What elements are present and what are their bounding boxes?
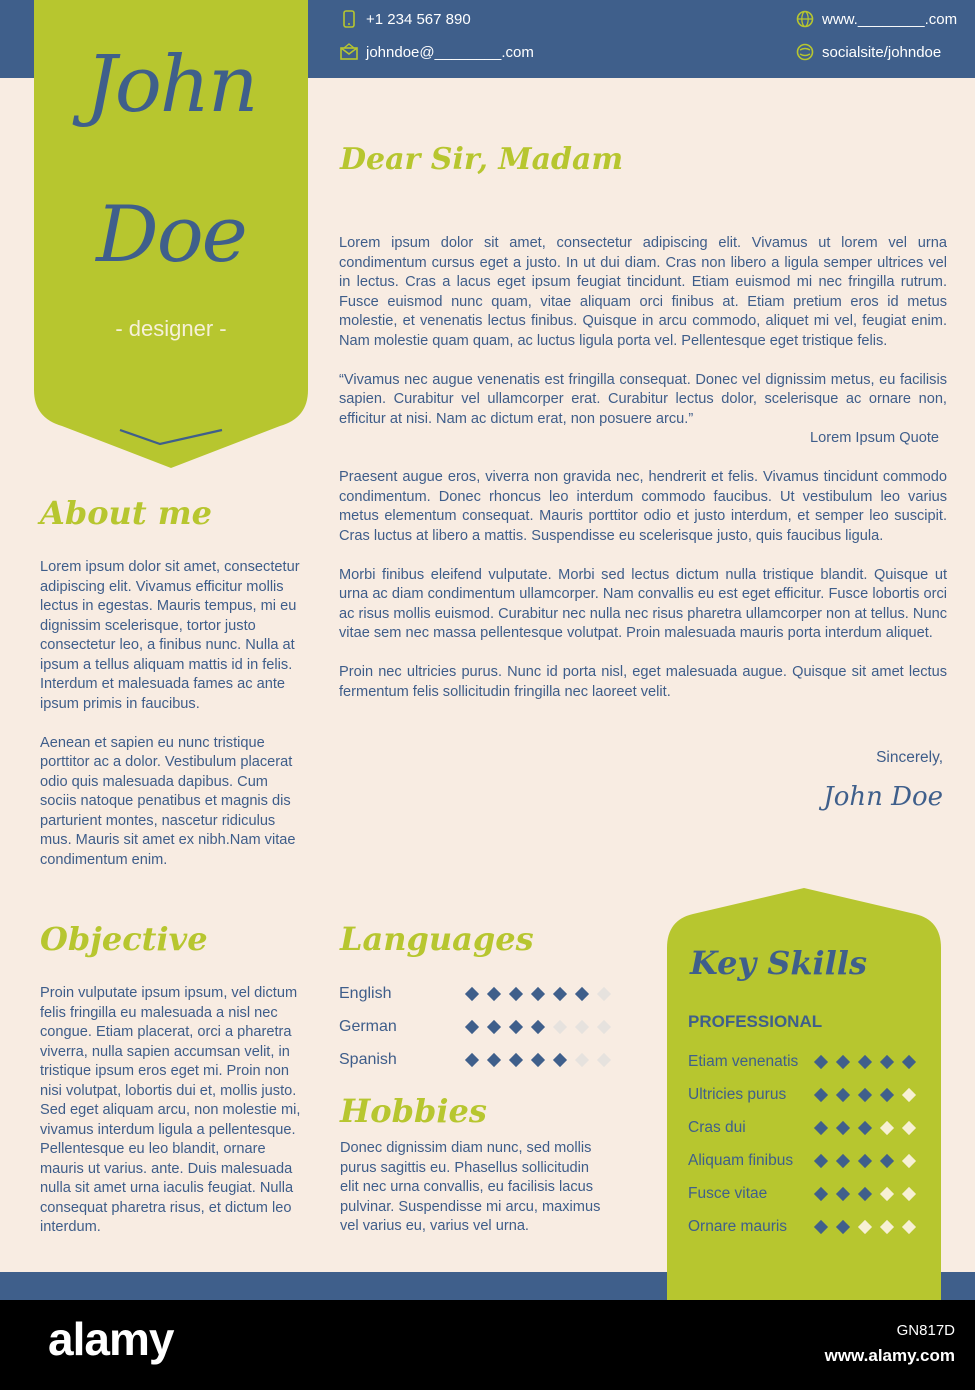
skill-label: Fusce vitae <box>688 1184 768 1202</box>
skills-subheading: PROFESSIONAL <box>688 1012 823 1031</box>
level-dot-filled <box>836 1087 850 1101</box>
skill-row <box>688 1177 938 1210</box>
level-dot-filled <box>465 1019 479 1033</box>
level-dot-empty <box>902 1153 916 1167</box>
level-dot-filled <box>836 1219 850 1233</box>
mail-icon <box>340 43 358 61</box>
watermark-url: www.alamy.com <box>824 1346 955 1365</box>
level-dot-filled <box>880 1054 894 1068</box>
level-dot-filled <box>531 1019 545 1033</box>
level-dot-filled <box>858 1120 872 1134</box>
skill-row <box>688 1078 938 1111</box>
level-dot-filled <box>509 986 523 1000</box>
level-dot-filled <box>575 986 589 1000</box>
about-paragraph: Lorem ipsum dolor sit amet, consectetur adipiscing elit. Vivamus efficitur mollis lectus in egestas. Mauris tempus, mi eu dignissim scelerisque, tortor justo consectetur leo, a finibus nunc. Nulla at ipsum a tellus aliquam mattis id in felis. Interdum et malesuada fames ac ante ipsum primis in faucibus. <box>40 559 300 712</box>
skill-row <box>688 1045 938 1078</box>
skill-label: Aliquam finibus <box>688 1151 794 1169</box>
skill-label: Cras dui <box>688 1118 746 1136</box>
level-dot-empty <box>880 1219 894 1233</box>
skill-row <box>339 1043 629 1076</box>
level-dot-filled <box>465 986 479 1000</box>
watermark-logo: alamy <box>48 1313 174 1365</box>
level-dot-filled <box>880 1087 894 1101</box>
skill-label: Ultricies purus <box>688 1085 787 1103</box>
hobbies-heading: Hobbies <box>340 1092 487 1130</box>
level-dot-filled <box>814 1087 828 1101</box>
letter-paragraph: Proin nec ultricies purus. Nunc id porta nisl, eget malesuada augue. Quisque sit amet lectus fermentum felis sollicitudin fringilla nec laoreet velit. <box>339 664 947 700</box>
globe-icon <box>796 10 814 28</box>
letter-paragraph: Morbi finibus eleifend vulputate. Morbi sed lectus dictum nulla tristique blandit. Quisque ut urna ac diam condimentum ullamcorper. Nam convallis eu est eget efficitur. Fusce lobortis orci ac risus mollis euismod. Curabitur nec nulla nec risus pharetra ullamcorper non at tellus. Nunc vitae sem nec massa pellentesque volutpat. Proin malesuada mauris porta interdum aliquet. <box>339 566 947 641</box>
letter-quote: “Vivamus nec augue venenatis est fringilla consequat. Donec vel dignissim metus, eu facilisis sapien. Curabitur vel ullamcorper erat. Curabitur lectus dolor, scelerisque ac ornare non, efficitur at nisi. Nam ac dictum erat, non posuere arcu.” <box>339 371 947 427</box>
level-dot-filled <box>814 1054 828 1068</box>
website-contact <box>796 10 957 28</box>
level-dot-filled <box>509 1052 523 1066</box>
closing: Sincerely, <box>876 749 943 766</box>
quote-source: Lorem Ipsum Quote <box>810 430 939 446</box>
level-dot-filled <box>487 1019 501 1033</box>
skill-row <box>688 1111 938 1144</box>
skill-label: Ornare mauris <box>688 1217 788 1235</box>
level-dot-filled <box>858 1054 872 1068</box>
phone-text: +1 234 567 890 <box>366 10 471 28</box>
skill-row <box>339 977 629 1010</box>
level-dot-filled <box>814 1219 828 1233</box>
level-dot-filled <box>553 986 567 1000</box>
level-dot-filled <box>836 1153 850 1167</box>
level-dot-filled <box>814 1153 828 1167</box>
level-dot-filled <box>858 1186 872 1200</box>
job-role: - designer - <box>115 316 227 341</box>
last-name: Doe <box>96 190 246 280</box>
level-dot-empty <box>553 1019 567 1033</box>
level-dot-empty <box>880 1120 894 1134</box>
objective-text: Proin vulputate ipsum ipsum, vel dictum felis fringilla eu malesuada a nisl nec congue. Etiam placerat, orci a pharetra viverra, nulla sapien accumsan velit, in tristique ipsum eros eget mi. Proin non nisi volutpat, lobortis dui et, mollis justo. Sed eget aliquam arcu, non molestie mi, vivamus interdum ligula a pellentesque. Pellentesque eu leo blandit, ornare mauris ut varius. ante. Duis malesuada nulla sit amet urna iaculis feugiat. Nulla consequat pharetra risus, et dictum leo interdum. <box>40 985 301 1235</box>
skills-list <box>688 1045 938 1243</box>
hobbies-text: Donec dignissim diam nunc, sed mollis purus sagittis eu. Phasellus sollicitudin elit nec urna convallis, eu facilisis lacus pulvinar. Suspendisse mi arcu, maximus vel varius eu, varius vel urna. <box>340 1140 601 1234</box>
level-dot-empty <box>575 1019 589 1033</box>
first-name: John <box>85 40 257 130</box>
level-dot-empty <box>880 1186 894 1200</box>
letter-body <box>339 234 947 702</box>
phone-contact <box>340 10 471 28</box>
level-dot-filled <box>553 1052 567 1066</box>
key-skills-heading: Key Skills <box>690 944 867 982</box>
letter-paragraph: Praesent augue eros, viverra non gravida nec, hendrerit et felis. Vivamus tincidunt commodo condimentum. Donec rhoncus leo interdum commodo faucibus. Ut vestibulum leo varius metus elementum consequat. Mauris porttitor odio et justo interdum, et semper leo suscipit. Cras luctus at libero a mattis. Suspendisse eu scelerisque justo, quis faucibus ligula. <box>339 469 947 544</box>
level-dot-empty <box>597 986 611 1000</box>
skill-label: Etiam venenatis <box>688 1052 799 1070</box>
skill-row <box>339 1010 629 1043</box>
level-dot-filled <box>858 1087 872 1101</box>
level-dot-filled <box>880 1153 894 1167</box>
email-contact <box>340 43 534 61</box>
social-icon <box>796 43 814 61</box>
level-dot-filled <box>531 986 545 1000</box>
level-dot-filled <box>814 1120 828 1134</box>
letter-paragraph: Lorem ipsum dolor sit amet, consectetur adipiscing elit. Vivamus ut lorem vel urna condimentum cursus eget a justo. In ut dui diam. Cras non libero a ligula semper ultrices vel in lectus. Cras a lacus eget ipsum feugiat tincidunt. Etiam euismod mi nec fringilla rutrum. Fusce euismod nunc quam, vitae aliquam orci finibus at. Etiam pretium eros id metus molestie, et venenatis lectus finibus. Quisque in arcu commodo, aliquet mi vel, feugiat enim. Nam molestie quam quam, ac luctus ligula porta vel. Pellentesque eget tristique felis. <box>339 235 947 349</box>
watermark-id: GN817D <box>896 1322 955 1339</box>
level-dot-empty <box>902 1186 916 1200</box>
level-dot-filled <box>487 1052 501 1066</box>
about-section <box>40 558 308 870</box>
website-text: www.________.com <box>822 10 958 28</box>
phone-icon <box>340 10 358 28</box>
skill-row <box>688 1144 938 1177</box>
level-dot-filled <box>465 1052 479 1066</box>
level-dot-empty <box>597 1019 611 1033</box>
signature: John Doe <box>823 782 943 812</box>
level-dot-empty <box>902 1087 916 1101</box>
about-paragraph: Aenean et sapien eu nunc tristique porttitor ac a dolor. Vestibulum placerat odio quis malesuada dapibus. Cum sociis natoque penatibus et magnis dis parturient montes, nascetur ridiculus mus. Mauris sit amet ex nibh.Nam vitae condimentum enim. <box>40 734 296 868</box>
languages-heading: Languages <box>340 920 534 958</box>
level-dot-filled <box>509 1019 523 1033</box>
skill-label: Spanish <box>339 1050 397 1068</box>
level-dot-filled <box>858 1153 872 1167</box>
level-dot-empty <box>575 1052 589 1066</box>
level-dot-filled <box>814 1186 828 1200</box>
level-dot-empty <box>858 1219 872 1233</box>
level-dot-empty <box>597 1052 611 1066</box>
social-contact <box>796 43 941 61</box>
level-dot-filled <box>902 1054 916 1068</box>
level-dot-empty <box>902 1219 916 1233</box>
level-dot-filled <box>836 1186 850 1200</box>
level-dot-filled <box>487 986 501 1000</box>
languages-list <box>339 977 629 1076</box>
level-dot-filled <box>836 1120 850 1134</box>
skill-label: English <box>339 984 392 1002</box>
skill-row <box>688 1210 938 1243</box>
level-dot-empty <box>902 1120 916 1134</box>
level-dot-filled <box>836 1054 850 1068</box>
skill-label: German <box>339 1017 397 1035</box>
objective-heading: Objective <box>40 920 208 958</box>
social-text: socialsite/johndoe <box>822 43 942 61</box>
email-text: johndoe@________.com <box>366 43 534 61</box>
level-dot-filled <box>531 1052 545 1066</box>
about-heading: About me <box>40 494 212 532</box>
salutation: Dear Sir, Madam <box>340 142 624 177</box>
